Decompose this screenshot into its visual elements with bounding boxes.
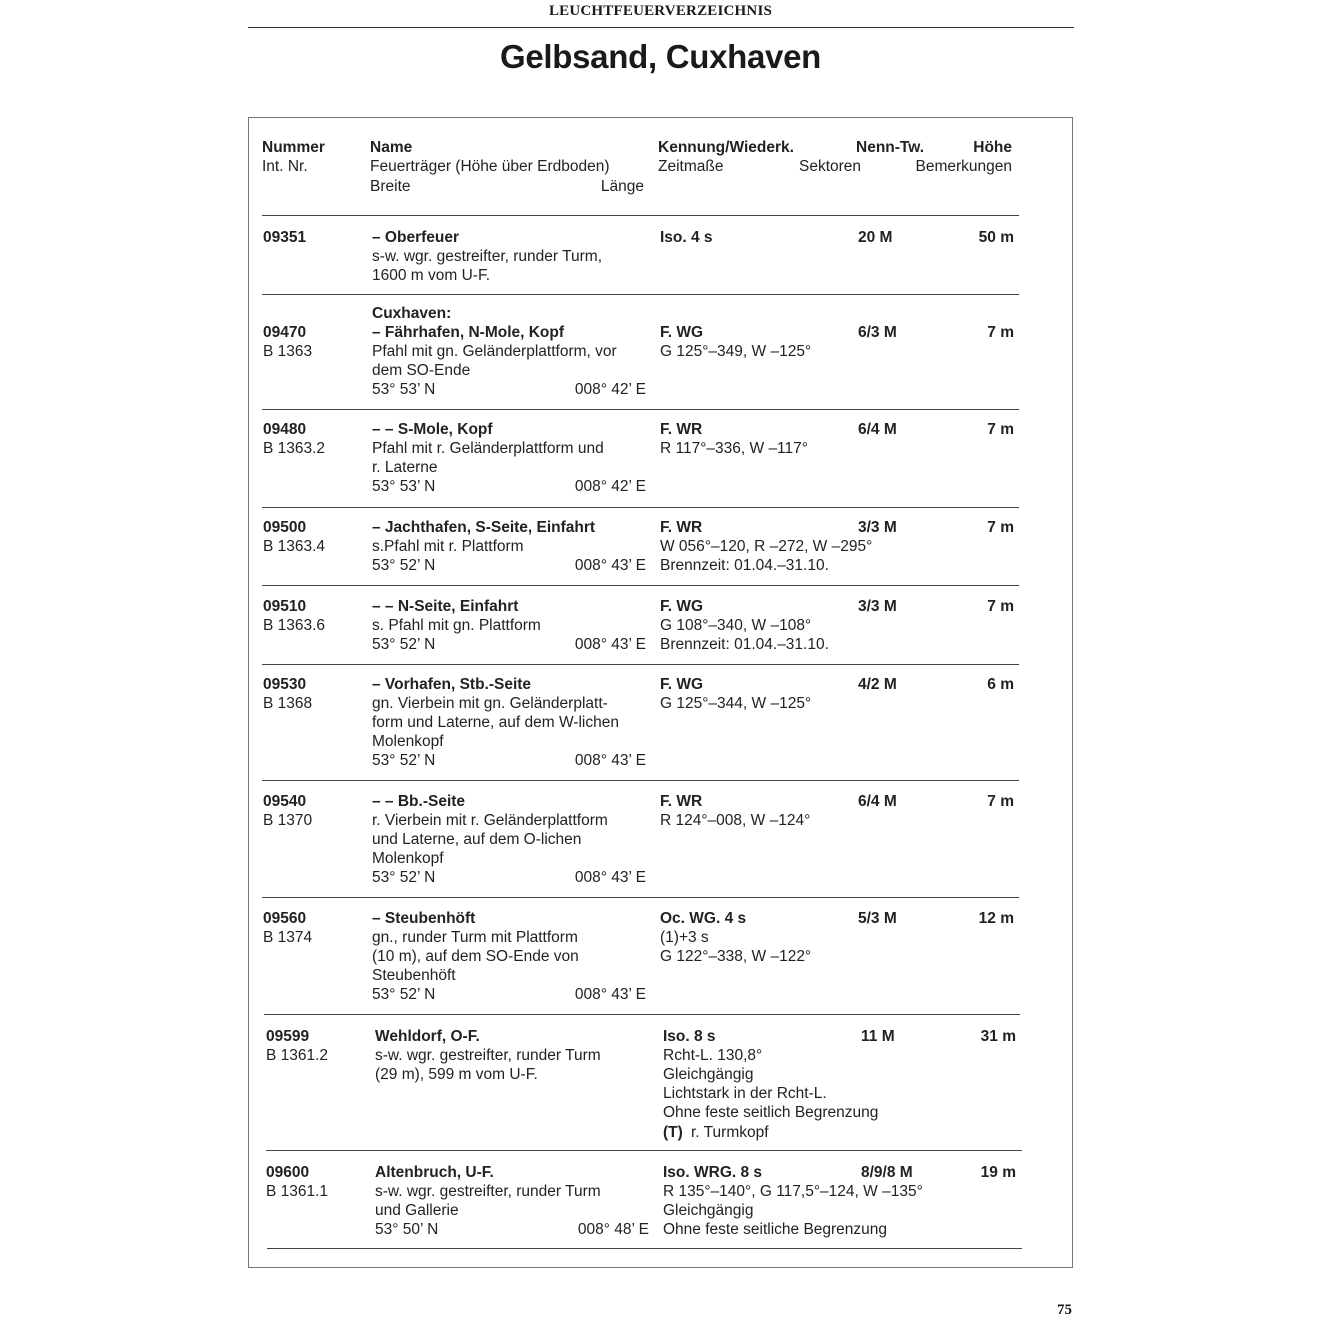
- row-separator: [262, 664, 1019, 665]
- row-detail-line: Rcht-L. 130,8°: [663, 1047, 763, 1064]
- row-detail-tag-text: r. Turmkopf: [691, 1124, 769, 1141]
- row-int-nr: B 1361.2: [266, 1047, 329, 1064]
- row-nenn-tw: 8/9/8 M: [861, 1164, 913, 1181]
- row-desc-line: und Laterne, auf dem O-lichen: [372, 831, 582, 848]
- col-sektoren: Sektoren: [799, 158, 862, 175]
- row-detail-line: W 056°–120, R –272, W –295°: [660, 538, 873, 555]
- row-int-nr: B 1361.1: [266, 1183, 329, 1200]
- row-detail-line: R 124°–008, W –124°: [660, 812, 811, 829]
- row-kennung: F. WG: [660, 324, 704, 341]
- row-name: – – S-Mole, Kopf: [372, 421, 493, 438]
- row-int-nr: B 1370: [263, 812, 313, 829]
- col-nenn-tw: Nenn-Tw.: [856, 139, 925, 156]
- row-laenge: 008° 42’ E: [574, 478, 646, 495]
- col-kennung: Kennung/Wiederk.: [658, 139, 794, 156]
- header-rule: [248, 27, 1074, 28]
- row-detail-line: Gleichgängig: [663, 1202, 754, 1219]
- row-laenge: 008° 48’ E: [577, 1221, 649, 1238]
- row-separator: [262, 585, 1019, 586]
- row-detail-line: G 125°–349, W –125°: [660, 343, 812, 360]
- row-desc-line: r. Laterne: [372, 459, 438, 476]
- row-desc-line: Steubenhöft: [372, 967, 456, 984]
- row-nummer: 09510: [263, 598, 307, 615]
- row-detail-line: R 117°–336, W –117°: [660, 440, 808, 457]
- row-desc-line: s-w. wgr. gestreifter, runder Turm: [375, 1047, 601, 1064]
- row-breite: 53° 53’ N: [372, 478, 436, 495]
- row-desc-line: (10 m), auf dem SO-Ende von: [372, 948, 579, 965]
- row-nummer: 09480: [263, 421, 307, 438]
- row-desc-line: Pfahl mit gn. Geländerplattform, vor: [372, 343, 617, 360]
- row-desc-line: Molenkopf: [372, 850, 444, 867]
- row-desc-line: und Gallerie: [375, 1202, 459, 1219]
- row-int-nr: B 1363.6: [263, 617, 326, 634]
- row-nenn-tw: 3/3 M: [858, 519, 897, 536]
- row-nenn-tw: 3/3 M: [858, 598, 897, 615]
- row-nummer: 09560: [263, 910, 307, 927]
- row-nenn-tw: 20 M: [858, 229, 893, 246]
- col-bemerkungen: Bemerkungen: [915, 158, 1012, 175]
- row-int-nr: B 1363: [263, 343, 313, 360]
- col-name: Name: [370, 139, 413, 156]
- row-desc-line: Pfahl mit r. Geländerplattform und: [372, 440, 604, 457]
- row-name: – Vorhafen, Stb.-Seite: [372, 676, 532, 693]
- row-hoehe: 6 m: [987, 676, 1014, 693]
- row-laenge: 008° 43’ E: [574, 752, 646, 769]
- col-zeitmasse: Zeitmaße: [658, 158, 724, 175]
- row-separator: [262, 409, 1019, 410]
- row-breite: 53° 52’ N: [372, 752, 436, 769]
- row-nummer: 09500: [263, 519, 307, 536]
- row-nummer: 09470: [263, 324, 307, 341]
- row-hoehe: 12 m: [978, 910, 1014, 927]
- row-breite: 53° 52’ N: [372, 869, 436, 886]
- row-hoehe: 7 m: [987, 598, 1014, 615]
- row-detail-line: R 135°–140°, G 117,5°–124, W –135°: [663, 1183, 923, 1200]
- col-nummer: Nummer: [262, 139, 325, 156]
- row-int-nr: B 1363.4: [263, 538, 326, 555]
- row-nenn-tw: 6/4 M: [858, 421, 897, 438]
- row-detail-line: G 122°–338, W –122°: [660, 948, 812, 965]
- row-int-nr: B 1363.2: [263, 440, 326, 457]
- row-kennung: F. WR: [660, 793, 703, 810]
- page-title: Gelbsand, Cuxhaven: [499, 38, 822, 75]
- row-detail-line: G 125°–344, W –125°: [660, 695, 812, 712]
- row-laenge: 008° 43’ E: [574, 986, 646, 1003]
- row-breite: 53° 50’ N: [375, 1221, 439, 1238]
- row-name: – Oberfeuer: [372, 229, 460, 246]
- row-kennung: Iso. 4 s: [660, 229, 713, 246]
- row-desc-line: s.Pfahl mit r. Plattform: [372, 538, 524, 555]
- row-kennung: F. WR: [660, 421, 703, 438]
- row-hoehe: 7 m: [987, 519, 1014, 536]
- row-nenn-tw: 6/4 M: [858, 793, 897, 810]
- col-hoehe: Höhe: [973, 139, 1012, 156]
- row-desc-line: s-w. wgr. gestreifter, runder Turm,: [372, 248, 602, 265]
- row-detail-line: Gleichgängig: [663, 1066, 754, 1083]
- row-hoehe: 7 m: [987, 793, 1014, 810]
- row-nummer: 09540: [263, 793, 307, 810]
- row-breite: 53° 53’ N: [372, 381, 436, 398]
- row-breite: 53° 52’ N: [372, 636, 436, 653]
- col-breite: Breite: [370, 178, 411, 195]
- row-desc-line: Molenkopf: [372, 733, 444, 750]
- row-breite: 53° 52’ N: [372, 557, 436, 574]
- row-desc-line: 1600 m vom U-F.: [372, 267, 491, 284]
- row-group-label: Cuxhaven:: [372, 305, 452, 322]
- row-name: – – Bb.-Seite: [372, 793, 466, 810]
- col-laenge: Länge: [600, 178, 644, 195]
- row-nummer: 09599: [266, 1028, 310, 1045]
- row-hoehe: 50 m: [978, 229, 1014, 246]
- row-name: Altenbruch, U-F.: [375, 1164, 494, 1181]
- row-name: – Steubenhöft: [372, 910, 476, 927]
- row-kennung: Iso. WRG. 8 s: [663, 1164, 763, 1181]
- row-separator: [262, 780, 1019, 781]
- row-int-nr: B 1374: [263, 929, 313, 946]
- row-breite: 53° 52’ N: [372, 986, 436, 1003]
- row-desc-line: form und Laterne, auf dem W-lichen: [372, 714, 619, 731]
- row-detail-line: Lichtstark in der Rcht-L.: [663, 1085, 827, 1102]
- col-int-nr: Int. Nr.: [262, 158, 308, 175]
- row-desc-line: s. Pfahl mit gn. Plattform: [372, 617, 541, 634]
- row-laenge: 008° 43’ E: [574, 557, 646, 574]
- row-nenn-tw: 6/3 M: [858, 324, 897, 341]
- row-desc-line: s-w. wgr. gestreifter, runder Turm: [375, 1183, 601, 1200]
- row-hoehe: 31 m: [980, 1028, 1016, 1045]
- row-laenge: 008° 42’ E: [574, 381, 646, 398]
- row-detail-line: Brennzeit: 01.04.–31.10.: [660, 636, 829, 653]
- row-desc-line: dem SO-Ende: [372, 362, 471, 379]
- row-kennung: F. WR: [660, 519, 703, 536]
- row-nummer: 09351: [263, 229, 307, 246]
- row-detail-tag: (T): [663, 1124, 683, 1141]
- row-hoehe: 7 m: [987, 421, 1014, 438]
- row-kennung: F. WG: [660, 598, 704, 615]
- row-nummer: 09600: [266, 1164, 310, 1181]
- row-desc-line: gn. Vierbein mit gn. Geländerplatt-: [372, 695, 608, 712]
- row-separator: [262, 294, 1019, 295]
- row-detail-line: Ohne feste seitliche Begrenzung: [663, 1221, 888, 1238]
- row-desc-line: (29 m), 599 m vom U-F.: [375, 1066, 538, 1083]
- row-separator: [267, 1248, 1022, 1249]
- row-name: Wehldorf, O-F.: [375, 1028, 480, 1045]
- row-kennung: Oc. WG. 4 s: [660, 910, 747, 927]
- row-separator: [264, 1014, 1020, 1015]
- row-name: – – N-Seite, Einfahrt: [372, 598, 519, 615]
- row-separator: [266, 1150, 1022, 1151]
- row-separator: [262, 897, 1019, 898]
- row-nummer: 09530: [263, 676, 307, 693]
- row-kennung: Iso. 8 s: [663, 1028, 716, 1045]
- row-desc-line: r. Vierbein mit r. Geländerplattform: [372, 812, 608, 829]
- header-separator: [262, 215, 1019, 216]
- row-name: – Fährhafen, N-Mole, Kopf: [372, 324, 565, 341]
- row-detail-line: G 108°–340, W –108°: [660, 617, 812, 634]
- row-detail-line: Ohne feste seitlich Begrenzung: [663, 1104, 879, 1121]
- row-laenge: 008° 43’ E: [574, 869, 646, 886]
- running-head: LEUCHTFEUERVERZEICHNIS: [548, 3, 773, 19]
- row-detail-line: (1)+3 s: [660, 929, 709, 946]
- row-desc-line: gn., runder Turm mit Plattform: [372, 929, 578, 946]
- row-nenn-tw: 5/3 M: [858, 910, 897, 927]
- row-hoehe: 7 m: [987, 324, 1014, 341]
- row-int-nr: B 1368: [263, 695, 313, 712]
- row-nenn-tw: 11 M: [861, 1028, 895, 1045]
- col-feuertraeger: Feuerträger (Höhe über Erdboden): [370, 158, 610, 175]
- row-name: – Jachthafen, S-Seite, Einfahrt: [372, 519, 596, 536]
- row-kennung: F. WG: [660, 676, 704, 693]
- row-laenge: 008° 43’ E: [574, 636, 646, 653]
- page-number: 75: [1057, 1302, 1072, 1318]
- row-separator: [262, 507, 1019, 508]
- row-hoehe: 19 m: [980, 1164, 1016, 1181]
- row-nenn-tw: 4/2 M: [858, 676, 897, 693]
- row-detail-line: Brennzeit: 01.04.–31.10.: [660, 557, 829, 574]
